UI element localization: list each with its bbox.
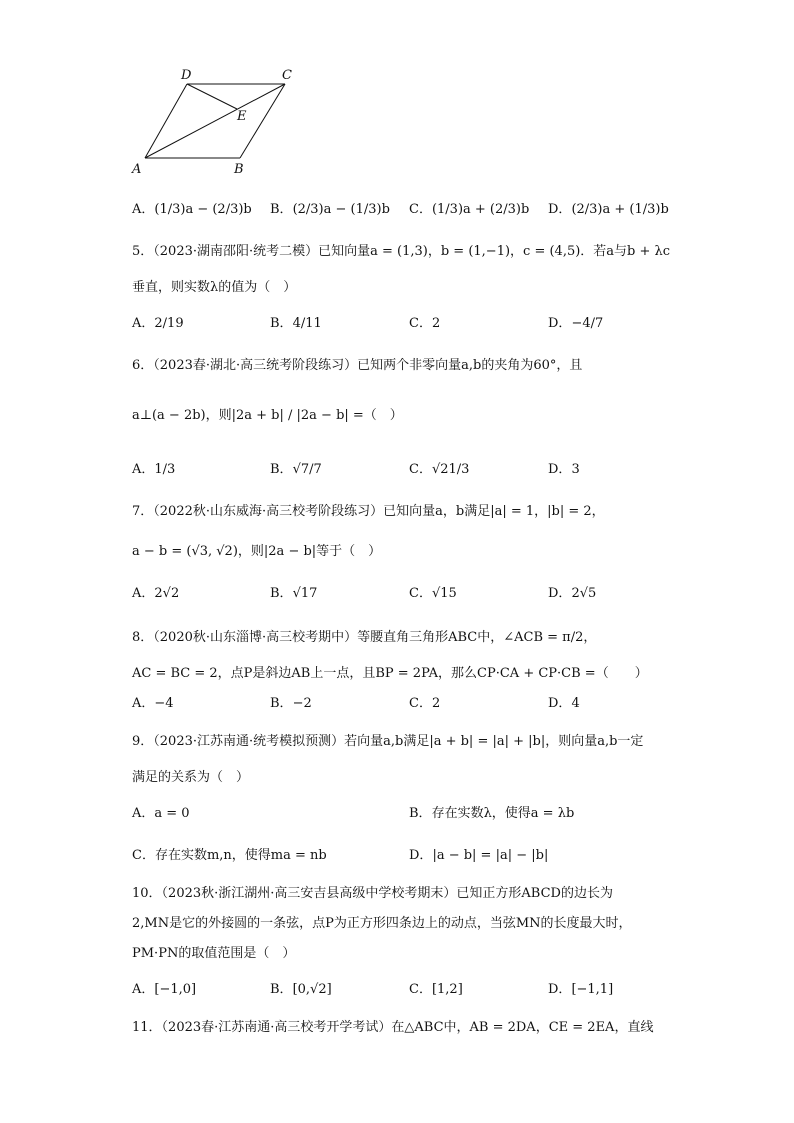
q4-option-d[interactable]	[548, 198, 669, 217]
q7-option-d-value: 2√5	[571, 586, 597, 601]
parallelogram-figure	[125, 62, 305, 180]
q10-option-d[interactable]	[548, 978, 613, 997]
q7-option-c[interactable]	[409, 582, 457, 601]
q6-option-d-value: 3	[571, 462, 580, 477]
q5-option-a[interactable]	[132, 312, 184, 331]
q9-option-d-value: |a − b| = |a| − |b|	[432, 848, 549, 863]
q5-option-b[interactable]	[270, 312, 322, 331]
q8-option-b-key: B．	[270, 696, 293, 711]
q5-option-b-key: B．	[270, 316, 293, 331]
q5-option-d[interactable]	[548, 312, 603, 331]
q5-option-a-value: 2/19	[154, 316, 184, 331]
q10-stem-line3: PM·PN的取值范围是（ ）	[132, 946, 296, 961]
q8-option-a-value: −4	[154, 696, 174, 711]
q10-stem-line2: 2,MN是它的外接圆的一条弦，点P为正方形四条边上的动点，当弦MN的长度最大时，	[132, 916, 632, 931]
q9-option-a[interactable]	[132, 802, 190, 821]
q11-stem-line1: 11．（2023春·江苏南通·高三校考开学考试）在△ABC中，AB = 2DA，CE = 2EA，直线	[132, 1020, 654, 1035]
q8-stem-line2: AC = BC = 2，点P是斜边AB上一点，且BP = 2PA，那么CP·CA + CP·CB =（ ）	[132, 666, 648, 681]
q4-option-a-expr: (1/3)a − (2/3)b	[154, 202, 252, 217]
q10-option-c-value: [1,2]	[431, 982, 463, 997]
q7-option-d-key: D．	[548, 586, 572, 601]
q8-option-b[interactable]	[270, 692, 312, 711]
q5-option-a-key: A．	[132, 316, 155, 331]
q6-option-c[interactable]	[409, 458, 469, 477]
q9-option-c-key: C．	[132, 848, 155, 863]
q9-option-c-value: 存在实数m,n，使得ma = nb	[154, 848, 327, 863]
segment-BC	[240, 84, 285, 158]
q4-option-b[interactable]	[270, 198, 390, 217]
q5-option-d-key: D．	[548, 316, 572, 331]
q9-option-a-key: A．	[132, 806, 155, 821]
q10-option-b[interactable]	[270, 978, 332, 997]
q5-option-d-value: −4/7	[571, 316, 604, 331]
q8-option-a[interactable]	[132, 692, 174, 711]
q4-option-c[interactable]	[409, 198, 529, 217]
q9-option-d[interactable]	[409, 844, 548, 863]
q7-stem-line1: 7．（2022秋·山东威海·高三校考阶段练习）已知向量a，b满足|a| = 1，|b| = 2，	[132, 504, 605, 519]
q6-option-a[interactable]	[132, 458, 175, 477]
q10-option-d-key: D．	[548, 982, 572, 997]
q10-option-c[interactable]	[409, 978, 463, 997]
q9-option-b-key: B．	[409, 806, 432, 821]
q7-option-a-value: 2√2	[154, 586, 180, 601]
q9-option-c[interactable]	[132, 844, 327, 863]
q9-stem-line1: 9．（2023·江苏南通·统考模拟预测）若向量a,b满足|a + b| = |a| + |b|，则向量a,b一定	[132, 734, 644, 749]
q8-stem-line1: 8．（2020秋·山东淄博·高三校考期中）等腰直角三角形ABC中，∠ACB = π/2，	[132, 630, 597, 645]
q6-stem-line2: a⊥(a − 2b)，则|2a + b| / |2a − b| =（ ）	[132, 408, 403, 423]
q4-option-c-key: C．	[409, 202, 432, 217]
q8-option-c-key: C．	[409, 696, 432, 711]
q10-option-b-key: B．	[270, 982, 293, 997]
label-D: D	[181, 68, 192, 83]
q7-stem-line2: a − b = (√3, √2)，则|2a − b|等于（ ）	[132, 544, 382, 559]
q6-option-d-key: D．	[548, 462, 572, 477]
q10-option-b-value: [0,√2]	[292, 982, 332, 997]
q5-option-c-key: C．	[409, 316, 432, 331]
q6-option-b-value: √7/7	[292, 462, 322, 477]
q5-option-b-value: 4/11	[292, 316, 322, 331]
q8-option-a-key: A．	[132, 696, 155, 711]
q5-stem-line2: 垂直，则实数λ的值为（ ）	[132, 280, 297, 295]
q6-option-c-value: √21/3	[431, 462, 470, 477]
q4-option-b-key: B．	[270, 202, 293, 217]
q10-option-c-key: C．	[409, 982, 432, 997]
q7-option-b[interactable]	[270, 582, 317, 601]
q7-option-b-value: √17	[292, 586, 318, 601]
q8-option-d-key: D．	[548, 696, 572, 711]
q6-option-a-value: 1/3	[154, 462, 176, 477]
q8-option-b-value: −2	[292, 696, 312, 711]
q4-option-a-key: A．	[132, 202, 155, 217]
q9-option-b[interactable]	[409, 802, 574, 821]
q10-option-a[interactable]	[132, 978, 196, 997]
segment-DE	[187, 84, 237, 109]
q8-option-d[interactable]	[548, 692, 580, 711]
q6-option-a-key: A．	[132, 462, 155, 477]
q4-option-c-expr: (1/3)a + (2/3)b	[431, 202, 530, 217]
q7-option-a[interactable]	[132, 582, 179, 601]
q9-option-b-value: 存在实数λ，使得a = λb	[431, 806, 575, 821]
q6-stem-line1: 6．（2023春·湖北·高三统考阶段练习）已知两个非零向量a,b的夹角为60°，且	[132, 358, 583, 373]
q7-option-c-value: √15	[431, 586, 457, 601]
label-A: A	[132, 162, 142, 177]
q7-option-b-key: B．	[270, 586, 293, 601]
q9-option-d-key: D．	[409, 848, 433, 863]
q4-option-d-expr: (2/3)a + (1/3)b	[571, 202, 669, 217]
q9-option-a-value: a = 0	[154, 806, 190, 821]
q5-option-c-value: 2	[431, 316, 441, 331]
label-B: B	[234, 162, 244, 177]
q6-option-b-key: B．	[270, 462, 293, 477]
q10-option-a-value: [−1,0]	[154, 982, 197, 997]
q7-option-d[interactable]	[548, 582, 596, 601]
q10-option-a-key: A．	[132, 982, 155, 997]
q8-option-c-value: 2	[431, 696, 441, 711]
q8-option-d-value: 4	[571, 696, 580, 711]
q4-option-d-key: D．	[548, 202, 572, 217]
q5-stem-line1: 5．（2023·湖南邵阳·统考二模）已知向量a = (1,3)，b = (1,−1)，c = (4,5)．若a与b + λc	[132, 244, 671, 259]
q6-option-b[interactable]	[270, 458, 322, 477]
q4-option-a[interactable]	[132, 198, 252, 217]
q6-option-d[interactable]	[548, 458, 580, 477]
q10-stem-line1: 10．（2023秋·浙江湖州·高三安吉县高级中学校考期末）已知正方形ABCD的边长为	[132, 886, 613, 901]
label-C: C	[282, 68, 292, 83]
q9-stem-line2: 满足的关系为（ ）	[132, 770, 250, 785]
q8-option-c[interactable]	[409, 692, 440, 711]
q10-option-d-value: [−1,1]	[571, 982, 614, 997]
q5-option-c[interactable]	[409, 312, 440, 331]
q7-option-c-key: C．	[409, 586, 432, 601]
label-E: E	[237, 109, 247, 124]
q6-option-c-key: C．	[409, 462, 432, 477]
q7-option-a-key: A．	[132, 586, 155, 601]
q4-option-b-expr: (2/3)a − (1/3)b	[292, 202, 390, 217]
